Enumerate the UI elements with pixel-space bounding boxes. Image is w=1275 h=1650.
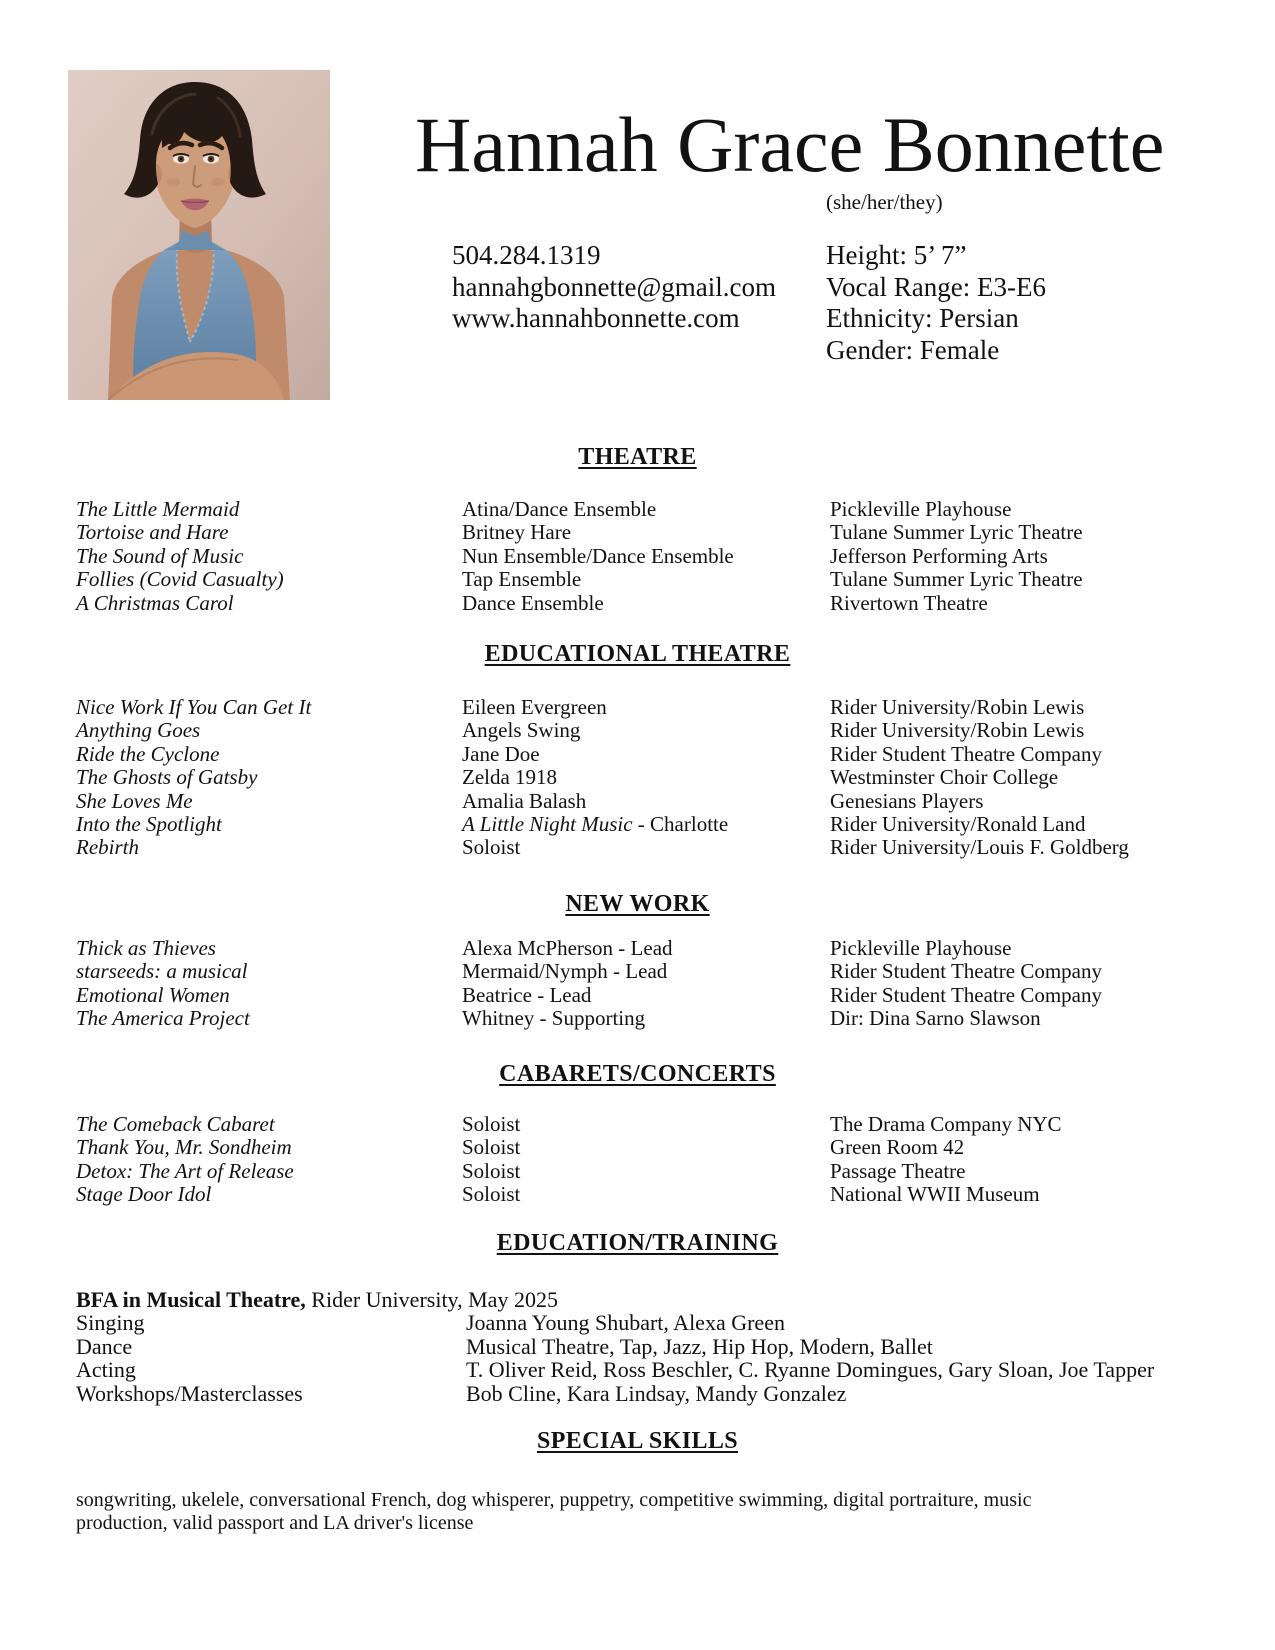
credit-venue: Pickleville Playhouse <box>830 936 1012 960</box>
education-training-block <box>76 1288 1236 1405</box>
pronouns: (she/her/they) <box>826 190 943 214</box>
credit-role: Soloist <box>462 1135 521 1160</box>
credit-title: Thank You, Mr. Sondheim <box>76 1135 292 1160</box>
website-url: www.hannahbonnette.com <box>452 303 740 333</box>
stat-ethnicity: Ethnicity: Persian <box>826 303 1019 333</box>
credit-row <box>0 1183 1275 1206</box>
credit-row <box>0 592 1275 615</box>
new-work-credits <box>0 937 1275 1031</box>
degree-line <box>76 1288 1236 1311</box>
edu-value: T. Oliver Reid, Ross Beschler, C. Ryanne Domingues, Gary Sloan, Joe Tapper <box>466 1357 1155 1383</box>
credit-title: Tortoise and Hare <box>76 520 229 545</box>
edu-label: Singing <box>76 1310 145 1336</box>
education-rows <box>76 1311 1236 1405</box>
credit-venue: Tulane Summer Lyric Theatre <box>830 520 1083 545</box>
headshot-photo <box>68 70 330 400</box>
credit-role: Atina/Dance Ensemble <box>462 497 657 521</box>
credit-role: Eileen Evergreen <box>462 695 607 719</box>
credit-row <box>0 1160 1275 1183</box>
credit-role: Britney Hare <box>462 520 572 545</box>
stat-height: Height: 5’ 7” <box>826 240 967 270</box>
credit-role: Tap Ensemble <box>462 567 582 592</box>
credit-title: The Ghosts of Gatsby <box>76 765 258 790</box>
credit-venue: Westminster Choir College <box>830 765 1059 790</box>
section-heading-theatre: THEATRE <box>578 444 697 470</box>
education-row <box>76 1358 1236 1381</box>
credit-role: Beatrice - Lead <box>462 982 592 1007</box>
phone-number: 504.284.1319 <box>452 240 601 270</box>
credit-title: The Little Mermaid <box>76 497 240 521</box>
section-heading-special-skills: SPECIAL SKILLS <box>536 1428 739 1454</box>
education-row <box>76 1335 1236 1358</box>
stat-vocal-range: Vocal Range: E3-E6 <box>826 271 1046 302</box>
credit-title: starseeds: a musical <box>76 959 248 984</box>
credit-title: Into the Spotlight <box>76 812 222 837</box>
credit-role: A Little Night Music - Charlotte <box>462 812 729 837</box>
credit-venue: Dir: Dina Sarno Slawson <box>830 1006 1041 1031</box>
edu-label: Workshops/Masterclasses <box>76 1380 303 1406</box>
credit-venue: Genesians Players <box>830 788 984 813</box>
credit-title: Thick as Thieves <box>76 936 216 960</box>
credit-venue: Rider Student Theatre Company <box>830 959 1102 984</box>
credit-title: The America Project <box>76 1006 250 1031</box>
credit-venue: Rider University/Louis F. Goldberg <box>830 835 1129 860</box>
credit-title: Rebirth <box>76 835 139 860</box>
credit-title: The Comeback Cabaret <box>76 1112 275 1136</box>
credit-row <box>0 568 1275 591</box>
credit-role: Amalia Balash <box>462 788 587 813</box>
educational-theatre-credits <box>0 696 1275 860</box>
credit-row <box>0 719 1275 742</box>
credit-venue: Passage Theatre <box>830 1158 966 1183</box>
credit-venue: Pickleville Playhouse <box>830 497 1012 521</box>
section-heading-education-training: EDUCATION/TRAINING <box>496 1230 779 1256</box>
credit-row <box>0 1136 1275 1159</box>
credit-title: Anything Goes <box>76 718 201 743</box>
section-heading-educational-theatre: EDUCATIONAL THEATRE <box>484 641 791 667</box>
credit-title: Emotional Women <box>76 982 230 1007</box>
credit-title: Stage Door Idol <box>76 1182 212 1207</box>
credit-title: Detox: The Art of Release <box>76 1158 294 1183</box>
credit-role: Nun Ensemble/Dance Ensemble <box>462 543 734 568</box>
special-skills-line2: production, valid passport and LA driver's license <box>76 1512 474 1535</box>
cabarets-concerts-credits <box>0 1113 1275 1207</box>
page-title: Hannah Grace Bonnette <box>415 101 1165 188</box>
credit-title: She Loves Me <box>76 788 193 813</box>
credit-role: Soloist <box>462 1112 521 1136</box>
degree-name: BFA in Musical Theatre, <box>76 1287 306 1312</box>
special-skills-line1: songwriting, ukelele, conversational French, dog whisperer, puppetry, competitive swimming, digital portraiture, music <box>76 1489 1032 1511</box>
section-heading-new-work: NEW WORK <box>565 891 710 917</box>
credit-row <box>0 545 1275 568</box>
credit-row <box>0 813 1275 836</box>
credit-venue: Jefferson Performing Arts <box>830 543 1048 568</box>
credit-role: Angels Swing <box>462 718 581 743</box>
contact-block <box>452 240 776 335</box>
credit-venue: Rivertown Theatre <box>830 590 988 615</box>
stat-gender: Gender: Female <box>826 334 1000 365</box>
credit-row <box>0 960 1275 983</box>
credit-row <box>0 498 1275 521</box>
edu-label: Dance <box>76 1333 133 1359</box>
credit-row <box>0 1113 1275 1136</box>
email-address: hannahgbonnette@gmail.com <box>452 271 777 302</box>
credit-role: Mermaid/Nymph - Lead <box>462 959 668 984</box>
credit-row <box>0 743 1275 766</box>
edu-value: Musical Theatre, Tap, Jazz, Hip Hop, Modern, Ballet <box>466 1333 933 1359</box>
edu-value: Bob Cline, Kara Lindsay, Mandy Gonzalez <box>466 1380 847 1406</box>
section-heading-cabarets-concerts: CABARETS/CONCERTS <box>499 1061 776 1087</box>
credit-venue: Rider Student Theatre Company <box>830 741 1102 766</box>
credit-title: Nice Work If You Can Get It <box>76 695 312 719</box>
credit-row <box>0 984 1275 1007</box>
credit-title: A Christmas Carol <box>76 590 234 615</box>
credit-title: Ride the Cyclone <box>76 741 220 766</box>
credit-venue: Tulane Summer Lyric Theatre <box>830 567 1083 592</box>
edu-value: Joanna Young Shubart, Alexa Green <box>466 1310 785 1336</box>
credit-row <box>0 937 1275 960</box>
credit-role: Dance Ensemble <box>462 590 604 615</box>
credit-row <box>0 696 1275 719</box>
theatre-credits <box>0 498 1275 615</box>
credit-row <box>0 836 1275 859</box>
credit-row <box>0 766 1275 789</box>
credit-venue: Green Room 42 <box>830 1135 965 1160</box>
education-row <box>76 1382 1236 1405</box>
credit-role: Soloist <box>462 1158 521 1183</box>
credit-venue: The Drama Company NYC <box>830 1112 1062 1136</box>
credit-venue: National WWII Museum <box>830 1182 1040 1207</box>
credit-role: Zelda 1918 <box>462 765 558 790</box>
credit-role: Soloist <box>462 835 521 860</box>
education-row <box>76 1311 1236 1334</box>
special-skills-text <box>76 1489 1196 1536</box>
credit-title: The Sound of Music <box>76 543 244 568</box>
edu-label: Acting <box>76 1357 136 1383</box>
credit-venue: Rider University/Robin Lewis <box>830 718 1085 743</box>
credit-venue: Rider University/Ronald Land <box>830 812 1086 837</box>
credit-row <box>0 521 1275 544</box>
degree-school-date: Rider University, May 2025 <box>305 1287 558 1312</box>
credit-row <box>0 1007 1275 1030</box>
credit-venue: Rider Student Theatre Company <box>830 982 1102 1007</box>
credit-venue: Rider University/Robin Lewis <box>830 695 1085 719</box>
credit-row <box>0 790 1275 813</box>
headshot-illustration <box>68 70 330 400</box>
credit-role: Whitney - Supporting <box>462 1006 646 1031</box>
credit-role: Jane Doe <box>462 741 540 766</box>
credit-title: Follies (Covid Casualty) <box>76 567 284 592</box>
credit-role: Soloist <box>462 1182 521 1207</box>
credit-role: Alexa McPherson - Lead <box>462 936 673 960</box>
stats-block <box>826 240 1046 366</box>
